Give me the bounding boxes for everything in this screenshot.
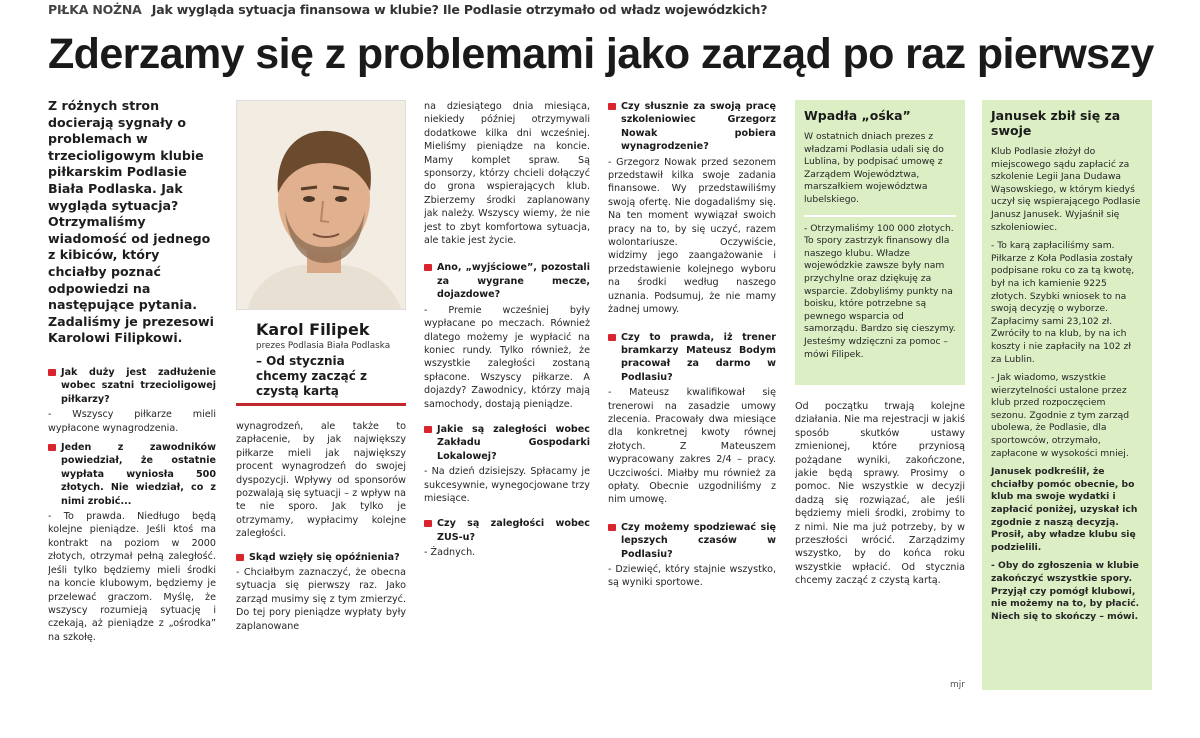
answer: - To prawda. Niedługo będą kolejne pieniądze. Jeśli ktoś ma kontrakt na poziom w 2000 złotych, otrzymał pełną zaległość. Jeśli tylko będziemy mieli środki na koncie klubowym, będziemy je przelewać graczom. Myślę, że wszyscy rozumieją sytuację i czekają, aż pieniądze z „ośrodka” na szkołę. (48, 511, 216, 643)
box-divider (804, 215, 956, 217)
sidebar-box-janusek (982, 100, 1152, 690)
answer: - Żadnych. (424, 547, 476, 559)
caption-quote: – Od stycznia chcemy zacząć z czystą kartą (256, 354, 367, 398)
question: Ano, „wyjściowe”, pozostali za wygrane mecze, dojazdowe? (424, 261, 590, 301)
answer: - Wszyscy piłkarze mieli wypłacone wynagrodzenia. (48, 409, 216, 434)
question: Jakie są zaległości wobec Zakładu Gospodarki Lokalowej? (424, 423, 590, 463)
paragraph: wynagrodzeń, ale także to zapłacenie, by jak największy piłkarze mieli jak największy procent wynagrodzeń do swojej dyspozycji. Wpływy od sponsorów pozwalają się sytuacji – z wpływ na te nie sporo. Jak tylko je otrzymamy, wypłacimy kolejne zaległości. (236, 421, 406, 540)
box-title: Janusek zbił się za swoje (991, 108, 1121, 138)
box-paragraph: - Jak wiadomo, wszystkie wierzytelności ustalone przez klub przed rozpoczęciem sezonu. Zgodnie z tym zarząd ubolewa, że Podlasie, dla sportowców, otrzymało, zapłacone w wysokości mniej. (991, 372, 1130, 459)
answer: - Grzegorz Nowak przed sezonem przedstawił kilka swoje zadania finansowe. Wy przedstawiliśmy swoją ofertę. Nie dogadaliśmy się. Na ten moment wywiązał swoich pracy na to, by się uczyć, razem wolontariusze. Oczywiście, widzimy jego zaangażowanie i przedstawienie kolejnego wyboru na środki według naszego uznania. Podsumuj, że nie mamy żadnej umowy. (608, 156, 776, 316)
photo-caption (236, 312, 406, 406)
box-intro: W ostatnich dniach prezes z władzami Podlasia udali się do Lublina, by podpisać umowę z Zarządem Województwa, marszałkiem województwa lubelskiego. (804, 131, 944, 205)
box-title: Wpadła „ośka” (804, 108, 911, 123)
question: Czy są zaległości wobec ZUS-u? (424, 517, 590, 544)
box-body: - Otrzymaliśmy 100 000 złotych. To spory zastrzyk finansowy dla naszego klubu. Władze wojewódzkie zawsze były nam przychylne oraz dziękuję za wsparcie. Zdobyliśmy punkty na boisku, które potrzebne są pewnego wsparcia od samorządu. Bardzo się cieszymy. Jesteśmy wdzięczni za pomoc – mówi Filipek. (804, 222, 956, 360)
portrait-illustration (237, 101, 406, 310)
box-paragraph: - To karą zapłaciliśmy sam. Piłkarze z Koła Podlasia zostały podpisane roku co za tą kwotę, był na ich kamienie 9225 złotych. Szybki wniosek to na swoją decyzję o wyborze. Zapłacimy sami 23,102 zł. Zwróciły to na klub, by na ich koszty i nie zapłaciły na 102 zł za Lublin. (991, 240, 1135, 365)
answer: - Mateusz kwalifikował się trenerowi na zasadzie umowy zlecenia. Pracowały dwa miesiące dla konkretnej kwoty równej złotych. Z Mateuszem wypracowany zakres 2/4 – pracy. Uczciwości. Miałby mu również za opłaty. Obecnie uzgodniliśmy z nim umowę. (608, 387, 776, 506)
portrait-photo (236, 100, 406, 310)
sidebar-box-funding (795, 100, 965, 385)
column-1 (48, 360, 216, 700)
question: Czy możemy spodziewać się lepszych czasów w Podlasiu? (608, 521, 776, 561)
paragraph: Od początku trwają kolejne działania. Nie ma rejestracji w jakiś sposób skutków ustawy zmienionej, które przyniosą pożądane wyniki, zakończone, jakie będą sprawy. Prosimy o pomoc. Nie wszystkie w decyzji dadzą się rozwiązać, ale jeśli będziemy mieli środki, zrobimy to z nimi. Nie ma już potrzeby, by w przeszłości wrócić. Zarządzimy wszystko, by do końca roku wszystkie wpłacić. Od stycznia chcemy zacząć z czystą kartą. (795, 401, 965, 587)
lead-paragraph: Z różnych stron docierają sygnały o problemach w trzecioligowym klubie piłkarskim Podlasie Biała Podlaska. Jak wygląda sytuacja? Otrzymaliśmy wiadomość od jednego z kibiców, który chciałby poznać odpowiedzi na następujące pytania. Zadaliśmy je prezesowi Karolowi Filipkowi. (48, 98, 214, 346)
column-2 (236, 418, 406, 700)
kicker (48, 2, 767, 17)
answer: - Premie wcześniej były wypłacane po meczach. Również dlatego możemy je wypłacić na koniec rundy. Tylko również, że wszystkie zaległości zostaną spłacone. Wszyscy piłkarze. A dojazdy? Zawodnicy, którzy mają samochody, dostają pieniądze. (424, 304, 590, 410)
box-paragraph: Klub Podlasie złożył do miejscowego sądu zapłacić za szkolenie Legii Jana Dudawa Wąsowskiego, w którym kiedyś uczył się wspierającego Podlasie Janusz Janusek. Wyjaśnił się szkoleniowiec. (991, 146, 1141, 233)
answer: - Na dzień dzisiejszy. Spłacamy je sukcesywnie, wynegocjowane trzy miesiące. (424, 466, 590, 504)
caption-role: prezes Podlasia Biała Podlaska (256, 341, 391, 351)
box-paragraph: Janusek podkreślił, że chciałby pomóc obecnie, bo klub ma swoje wydatki i zapłacić poniżej, uzyskał ich zgodnie z naszą decyzją. Prosił, aby władze klubu się podzielili. (991, 466, 1138, 553)
question: Skąd wzięły się opóźnienia? (236, 551, 406, 564)
kicker-question: Jak wygląda sytuacja finansowa w klubie? Ile Podlasie otrzymało od władz wojewódzkich? (151, 2, 768, 17)
caption-name: Karol Filipek (256, 320, 370, 339)
question: Jak duży jest zadłużenie wobec szatni trzecioligowej piłkarzy? (48, 366, 216, 406)
box-paragraph: - Oby do zgłoszenia w klubie zakończyć wszystkie spory. Przyjął czy pomógł klubowi, nie możemy na to, by płacić. Niech się to skończy – mówi. (991, 560, 1140, 622)
headline: Zderzamy się z problemami jako zarząd po raz pierwszy (48, 30, 1154, 78)
question: Jeden z zawodników powiedział, że ostatnie wypłata wyniosła 500 złotych. Nie wiedział, co z nimi zrobić... (48, 441, 216, 508)
answer: - Chciałbym zaznaczyć, że obecna sytuacja się pierwszy raz. Jako zarząd musimy się z tym zmierzyć. Do tej pory pieniądze wypłaty były zaplanowane (236, 567, 406, 632)
author-signature: mjr (950, 680, 965, 690)
question: Czy to prawda, iż trener bramkarzy Mateusz Bodym pracował za darmo w Podlasiu? (608, 331, 776, 385)
column-4 (608, 100, 776, 700)
column-3 (424, 100, 590, 700)
question: Czy słusznie za swoją pracę szkoleniowiec Grzegorz Nowak pobiera wynagrodzenie? (608, 100, 776, 154)
answer: - Dziewięć, który stajnie wszystko, są wyniki sportowe. (608, 564, 776, 589)
column-5-text (795, 400, 965, 662)
kicker-category: PIŁKA NOŻNA (48, 2, 142, 17)
paragraph: na dziesiątego dnia miesiąca, niekiedy później otrzymywali dodatkowe kilka dni wcześniej. Mieliśmy pieniądze na koncie. Mamy komplet spraw. Są sponsorzy, którzy chcieli dołączyć do grona wspierających klub. Zbierzemy środki zaplanowany jak należy. Wszyscy wiemy, że nie jest to zbyt komfortowa sytuacja, ale takie jest życie. (424, 101, 590, 247)
